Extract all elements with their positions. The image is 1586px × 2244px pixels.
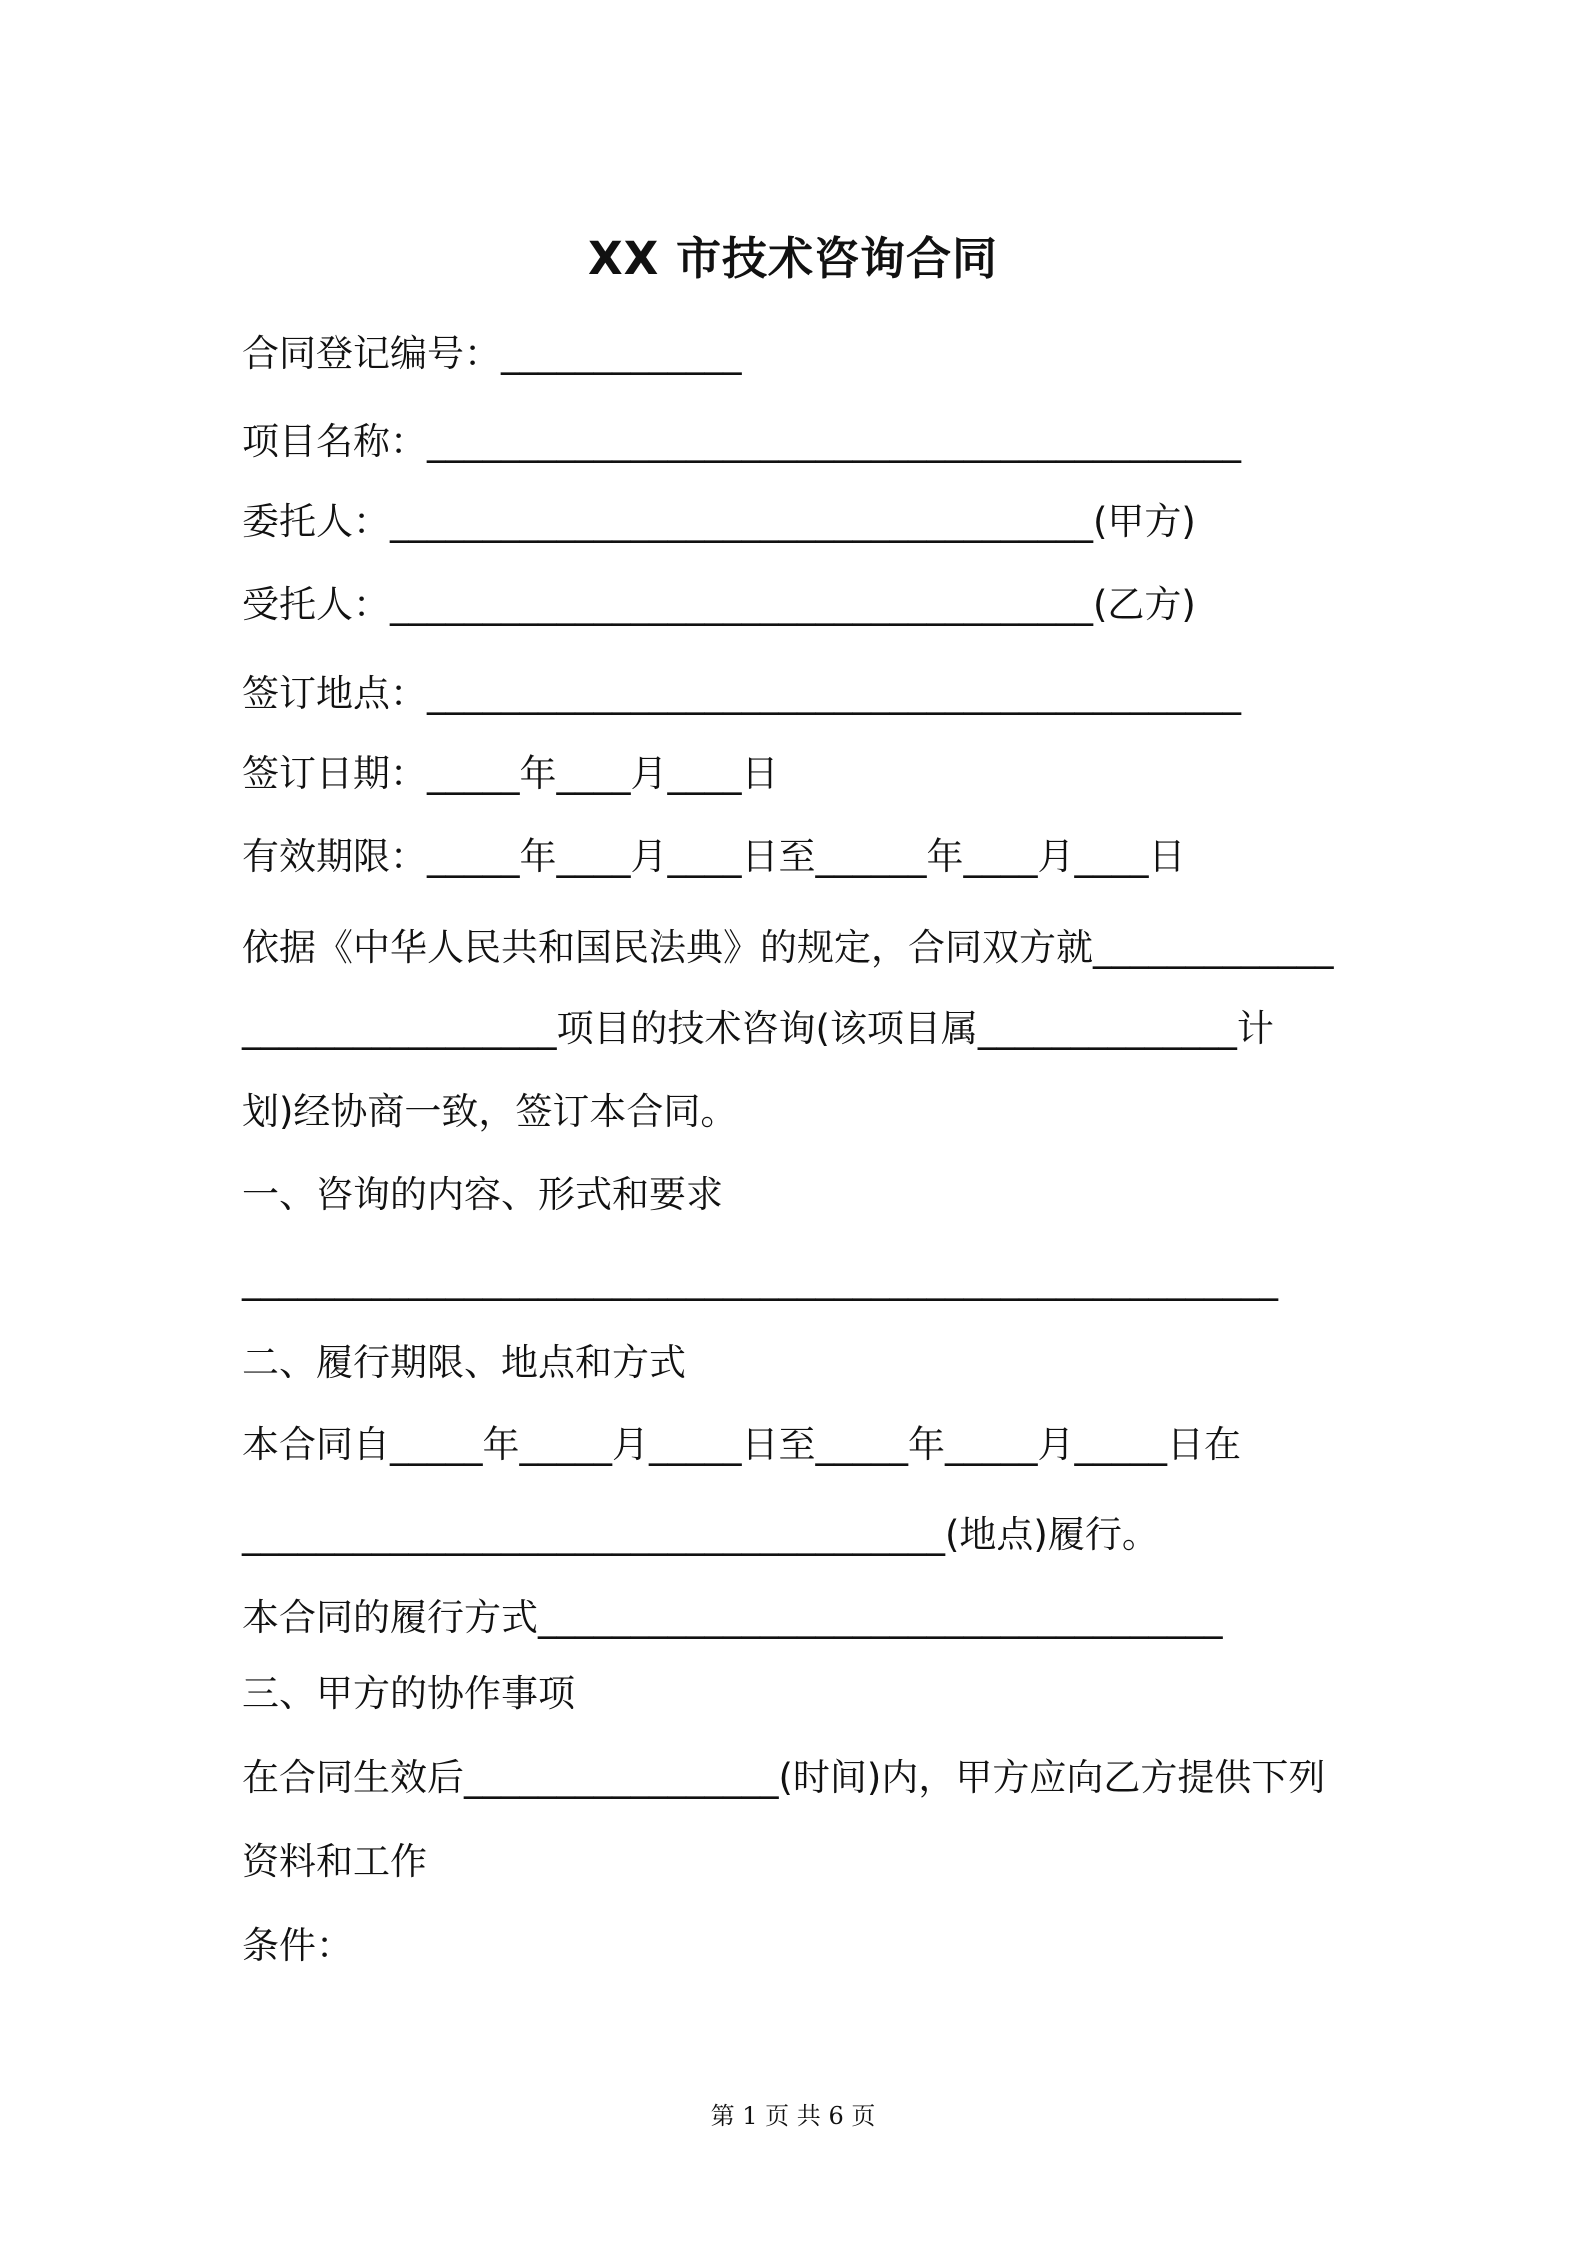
- validity-period-line: 有效期限：_____年____月____日至______年____月____日: [242, 835, 1186, 878]
- document-title: XX 市技术咨询合同: [587, 232, 999, 285]
- registration-number-line: 合同登记编号：_____________: [242, 332, 742, 375]
- section-3-heading: 三、甲方的协作事项: [242, 1672, 575, 1715]
- page-number-footer: 第 1 页 共 6 页: [710, 2102, 876, 2130]
- client-line: 委托人：______________________________________(甲方): [242, 500, 1196, 543]
- signing-place-line: 签订地点：____________________________________________: [242, 672, 1241, 715]
- section-2-heading: 二、履行期限、地点和方式: [242, 1341, 686, 1384]
- cooperation-line-2: 资料和工作: [242, 1840, 427, 1883]
- section-1-blank-line: ________________________________________________________: [242, 1258, 1278, 1301]
- consultant-line: 受托人：______________________________________(乙方): [242, 583, 1196, 626]
- signing-date-line: 签订日期：_____年____月____日: [242, 752, 779, 795]
- cooperation-line-1: 在合同生效后_________________(时间)内，甲方应向乙方提供下列: [242, 1756, 1326, 1799]
- preamble-line-2: _________________项目的技术咨询(该项目属______________计: [242, 1007, 1274, 1050]
- performance-period-line: 本合同自_____年_____月_____日至_____年_____月_____日在: [242, 1423, 1241, 1466]
- performance-method-line: 本合同的履行方式_____________________________________: [242, 1596, 1223, 1639]
- project-name-line: 项目名称：____________________________________________: [242, 420, 1241, 463]
- performance-place-line: ______________________________________(地点)履行。: [242, 1513, 1159, 1556]
- preamble-line-3: 划)经协商一致，签订本合同。: [242, 1090, 738, 1133]
- preamble-line-1: 依据《中华人民共和国民法典》的规定，合同双方就_____________: [242, 926, 1334, 969]
- cooperation-line-3: 条件：: [242, 1924, 353, 1967]
- section-1-heading: 一、咨询的内容、形式和要求: [242, 1173, 723, 1216]
